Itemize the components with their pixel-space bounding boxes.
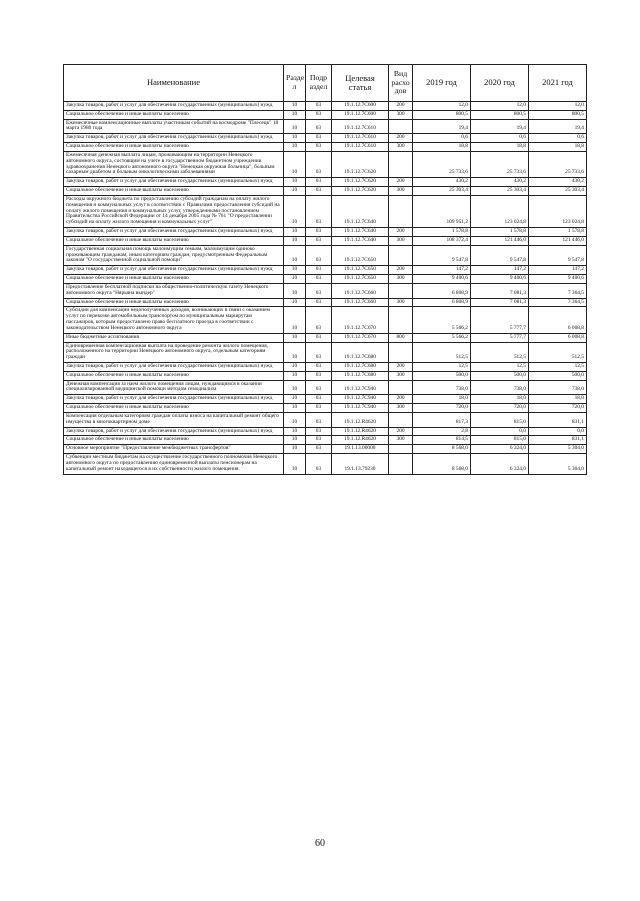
table-row [64,283,587,298]
cell-name: Социальное обеспечение и иные выплаты населению [64,298,284,307]
cell-2021: 18,0 [529,395,587,404]
cell-target-article: 19.1.13.00000 [332,445,389,454]
cell-podrazdel: 03 [306,195,332,227]
cell-razdel: 10 [284,454,306,474]
cell-target-article: 19.1.12.7С600 [332,102,389,111]
cell-razdel: 10 [284,404,306,413]
cell-razdel: 10 [284,371,306,380]
cell-2019: 720,0 [413,404,471,413]
cell-2019: 9 400,6 [413,275,471,284]
cell-podrazdel: 03 [306,454,332,474]
cell-target-article: 19.1.12.7С640 [332,195,389,227]
cell-2021: 720,0 [529,404,587,413]
cell-target-article: 19.1.12.7С680 [332,342,389,362]
table-row [64,119,587,134]
cell-2020: 12,5 [471,362,529,371]
table-row [64,187,587,196]
table-row [64,245,587,265]
cell-expense-type: 200 [389,134,413,143]
cell-2020: 7 081,3 [471,298,529,307]
cell-2020: 147,2 [471,266,529,275]
cell-2021: 7 364,5 [529,298,587,307]
cell-2019: 8 568,0 [413,454,471,474]
cell-name: Закупка товаров, работ и услуг для обеспечения государственных (муниципальных) нужд [64,362,284,371]
cell-2019: 814,5 [413,436,471,445]
cell-target-article: 19.1.13.79230 [332,454,389,474]
cell-2020: 18,8 [471,143,529,152]
cell-podrazdel: 03 [306,187,332,196]
cell-expense-type [389,283,413,298]
cell-2020: 9 547,8 [471,245,529,265]
cell-2019: 5 566,2 [413,333,471,342]
table-row [64,110,587,119]
cell-name: Закупка товаров, работ и услуг для обеспечения государственных (муниципальных) нужд [64,228,284,237]
table-row [64,362,587,371]
cell-name: Социальное обеспечение и иные выплаты населению [64,110,284,119]
cell-target-article: 19.1.12.7С940 [332,380,389,395]
cell-target-article: 19.1.12.7С670 [332,333,389,342]
cell-target-article: 19.1.12.7С640 [332,236,389,245]
cell-2019: 2,8 [413,427,471,436]
cell-razdel: 10 [284,236,306,245]
cell-expense-type: 300 [389,143,413,152]
cell-podrazdel: 03 [306,436,332,445]
cell-expense-type [389,245,413,265]
cell-name: Социальное обеспечение и иные выплаты населению [64,143,284,152]
cell-podrazdel: 03 [306,134,332,143]
cell-target-article: 19.1.12.7С610 [332,119,389,134]
cell-2021: 6 008,8 [529,333,587,342]
table-row [64,395,587,404]
cell-expense-type: 300 [389,110,413,119]
cell-podrazdel: 03 [306,371,332,380]
cell-razdel: 10 [284,178,306,187]
cell-expense-type [389,151,413,177]
cell-target-article: 19.1.12.R4620 [332,436,389,445]
cell-razdel: 10 [284,307,306,333]
cell-2021: 12,5 [529,362,587,371]
cell-2020: 0,6 [471,134,529,143]
table-row [64,404,587,413]
cell-2021: 9 547,8 [529,245,587,265]
table-row [64,371,587,380]
cell-2021: 25 733,6 [529,151,587,177]
cell-2020: 512,5 [471,342,529,362]
cell-podrazdel: 03 [306,151,332,177]
cell-podrazdel: 03 [306,412,332,427]
budget-table [63,64,587,475]
cell-2019: 147,2 [413,266,471,275]
cell-podrazdel: 03 [306,427,332,436]
cell-2021: 831,1 [529,412,587,427]
cell-razdel: 10 [284,342,306,362]
cell-2019: 109 951,2 [413,195,471,227]
cell-target-article: 19.1.12.7С610 [332,143,389,152]
cell-name: Социальное обеспечение и иные выплаты населению [64,187,284,196]
cell-2020: 121 446,0 [471,236,529,245]
table-row [64,178,587,187]
cell-2020: 500,0 [471,371,529,380]
cell-podrazdel: 03 [306,178,332,187]
cell-2019: 817,3 [413,412,471,427]
cell-2020: 815,0 [471,412,529,427]
cell-expense-type: 300 [389,436,413,445]
cell-expense-type [389,307,413,333]
cell-target-article: 19.1.12.7С650 [332,275,389,284]
table-row [64,266,587,275]
cell-name: Субсидии для компенсации недополученных доходов, возникающих в связи с оказанием услуг по перевозке автомобильным транспортом по муниципальным маршрутам пассажиров, которым предоставлено право бесплатного проезда в соответствии с законодательством Ненецкого автономного округа [64,307,284,333]
cell-name: Закупка товаров, работ и услуг для обеспечения государственных (муниципальных) нужд [64,178,284,187]
cell-2019: 25 733,6 [413,151,471,177]
cell-2021: 6 008,8 [529,307,587,333]
cell-2021: 18,8 [529,143,587,152]
cell-razdel: 10 [284,119,306,134]
cell-razdel: 10 [284,245,306,265]
cell-target-article: 19.1.12.7С680 [332,371,389,380]
cell-podrazdel: 03 [306,333,332,342]
cell-name: Единовременная компенсационная выплата на проведение ремонта жилого помещения, расположенного на территории Ненецкого автономного округа, отдельным категориям граждан [64,342,284,362]
cell-name: Закупка товаров, работ и услуг для обеспечения государственных (муниципальных) нужд [64,134,284,143]
cell-2019: 19,4 [413,119,471,134]
cell-name: Закупка товаров, работ и услуг для обеспечения государственных (муниципальных) нужд [64,102,284,111]
cell-2019: 12,5 [413,362,471,371]
table-row [64,298,587,307]
cell-expense-type [389,454,413,474]
cell-podrazdel: 03 [306,110,332,119]
cell-name: Основное мероприятие "Предоставление межбюджетных трансфертов" [64,445,284,454]
cell-2019: 6 808,9 [413,283,471,298]
cell-target-article: 19.1.12.R4620 [332,427,389,436]
cell-2021: 123 024,8 [529,195,587,227]
cell-2020: 815,0 [471,436,529,445]
cell-2019: 8 568,0 [413,445,471,454]
cell-razdel: 10 [284,110,306,119]
cell-name: Ежемесячная денежная выплата лицам, проживающим на территории Ненецкого автономного округа, состоящим на учете в государственном бюджетном учреждении здравоохранения Ненецкого автономного округа "Ненецкая окружная больница", больным сахарным диабетом и больным онкологическими заболеваниями [64,151,284,177]
cell-expense-type [389,412,413,427]
cell-razdel: 10 [284,333,306,342]
cell-razdel: 10 [284,445,306,454]
cell-2019: 25 303,4 [413,187,471,196]
cell-podrazdel: 03 [306,362,332,371]
cell-name: Социальное обеспечение и иные выплаты населению [64,371,284,380]
cell-target-article: 19.1.12.R4620 [332,412,389,427]
cell-2021: 7 364,5 [529,283,587,298]
table-row [64,228,587,237]
cell-razdel: 10 [284,298,306,307]
cell-razdel: 10 [284,195,306,227]
cell-name: Ежемесячные компенсационные выплаты участникам событий на космодроме "Плесецк" 18 марта 1980 года [64,119,284,134]
cell-2021: 5 304,0 [529,454,587,474]
table-row [64,151,587,177]
cell-2020: 6 324,0 [471,454,529,474]
cell-expense-type [389,119,413,134]
cell-expense-type: 300 [389,371,413,380]
cell-2020: 5 777,7 [471,333,529,342]
header-target-article: Целевая статья [332,65,389,102]
header-expense-type: Вид расхо дов [389,65,413,102]
cell-name: Социальное обеспечение и иные выплаты населению [64,275,284,284]
header-name: Наименование [64,65,284,102]
cell-razdel: 10 [284,187,306,196]
cell-podrazdel: 03 [306,275,332,284]
cell-2020: 123 024,8 [471,195,529,227]
table-row [64,445,587,454]
cell-2019: 1 578,8 [413,228,471,237]
cell-target-article: 19.1.12.7С660 [332,283,389,298]
cell-2021: 12,0 [529,102,587,111]
table-row [64,236,587,245]
table-row [64,342,587,362]
cell-expense-type: 300 [389,404,413,413]
cell-razdel: 10 [284,427,306,436]
table-row [64,143,587,152]
budget-table-sheet [63,64,586,475]
cell-2019: 800,5 [413,110,471,119]
cell-target-article: 19.1.12.7С670 [332,307,389,333]
cell-target-article: 19.1.12.7С680 [332,362,389,371]
cell-expense-type: 200 [389,228,413,237]
cell-expense-type [389,380,413,395]
cell-razdel: 10 [284,134,306,143]
cell-expense-type: 200 [389,427,413,436]
cell-razdel: 10 [284,143,306,152]
cell-2019: 9 547,8 [413,245,471,265]
cell-2021: 831,1 [529,436,587,445]
cell-target-article: 19.1.12.7С600 [332,110,389,119]
cell-razdel: 10 [284,412,306,427]
cell-podrazdel: 03 [306,143,332,152]
cell-2019: 430,2 [413,178,471,187]
cell-name: Закупка товаров, работ и услуг для обеспечения государственных (муниципальных) нужд [64,266,284,275]
cell-2020: 738,0 [471,380,529,395]
table-row [64,307,587,333]
table-row [64,412,587,427]
cell-expense-type: 200 [389,178,413,187]
cell-2021: 500,0 [529,371,587,380]
cell-name: Закупка товаров, работ и услуг для обеспечения государственных (муниципальных) нужд [64,395,284,404]
table-header-row [64,65,587,102]
cell-2021: 147,2 [529,266,587,275]
cell-podrazdel: 03 [306,404,332,413]
cell-razdel: 10 [284,228,306,237]
cell-expense-type: 300 [389,298,413,307]
cell-2019: 6 808,9 [413,298,471,307]
table-row [64,102,587,111]
cell-razdel: 10 [284,283,306,298]
header-podrazdel: Подр аздел [306,65,332,102]
cell-target-article: 19.1.12.7С940 [332,395,389,404]
cell-podrazdel: 03 [306,102,332,111]
cell-2020: 12,0 [471,102,529,111]
cell-2020: 720,0 [471,404,529,413]
cell-expense-type [389,195,413,227]
cell-razdel: 10 [284,395,306,404]
cell-2019: 108 372,4 [413,236,471,245]
table-row [64,275,587,284]
cell-2021: 738,0 [529,380,587,395]
table-row [64,333,587,342]
cell-razdel: 10 [284,151,306,177]
cell-2020: 6 324,0 [471,445,529,454]
cell-2020: 18,0 [471,395,529,404]
cell-2019: 18,0 [413,395,471,404]
cell-expense-type: 300 [389,236,413,245]
cell-target-article: 19.1.12.7С620 [332,178,389,187]
cell-2021: 0,0 [529,427,587,436]
cell-expense-type: 200 [389,362,413,371]
cell-2020: 25 303,4 [471,187,529,196]
cell-razdel: 10 [284,436,306,445]
cell-name: Социальное обеспечение и иные выплаты населению [64,436,284,445]
cell-expense-type: 300 [389,275,413,284]
cell-2020: 19,4 [471,119,529,134]
cell-podrazdel: 03 [306,245,332,265]
cell-2021: 800,5 [529,110,587,119]
cell-name: Компенсация отдельным категориям граждан оплаты взноса на капитальный ремонт общего имущества в многоквартирном доме [64,412,284,427]
cell-target-article: 19.1.12.7С620 [332,151,389,177]
cell-target-article: 19.1.12.7С620 [332,187,389,196]
cell-2021: 430,2 [529,178,587,187]
cell-2021: 5 304,0 [529,445,587,454]
cell-2021: 25 303,4 [529,187,587,196]
header-2020: 2020 год [471,65,529,102]
cell-target-article: 19.1.12.7С650 [332,245,389,265]
cell-2020: 430,2 [471,178,529,187]
cell-2021: 0,6 [529,134,587,143]
cell-target-article: 19.1.12.7С660 [332,298,389,307]
table-row [64,134,587,143]
cell-target-article: 19.1.12.7С940 [332,404,389,413]
table-row [64,454,587,474]
cell-podrazdel: 03 [306,342,332,362]
cell-2019: 512,5 [413,342,471,362]
cell-podrazdel: 03 [306,236,332,245]
cell-2020: 5 777,7 [471,307,529,333]
header-2019: 2019 год [413,65,471,102]
cell-podrazdel: 03 [306,228,332,237]
cell-expense-type [389,342,413,362]
cell-2021: 512,5 [529,342,587,362]
cell-2021: 9 400,6 [529,275,587,284]
cell-expense-type: 300 [389,187,413,196]
cell-expense-type: 800 [389,333,413,342]
cell-expense-type [389,445,413,454]
cell-target-article: 19.1.12.7С610 [332,134,389,143]
cell-2020: 800,5 [471,110,529,119]
header-razdel: Разде л [284,65,306,102]
cell-podrazdel: 03 [306,380,332,395]
cell-2020: 1 578,8 [471,228,529,237]
cell-podrazdel: 03 [306,119,332,134]
table-row [64,427,587,436]
cell-razdel: 10 [284,275,306,284]
cell-2019: 0,6 [413,134,471,143]
page-number: 60 [315,838,325,849]
cell-razdel: 10 [284,380,306,395]
cell-expense-type: 200 [389,102,413,111]
cell-name: Социальное обеспечение и иные выплаты населению [64,404,284,413]
cell-2019: 500,0 [413,371,471,380]
cell-name: Государственная социальная помощь малоимущим семьям, малоимущим одиноко проживающим гражданам, иным категориям граждан, предусмотренным Федеральным законом "О государственной социальной помощи" [64,245,284,265]
cell-2021: 1 578,8 [529,228,587,237]
cell-name: Иные бюджетные ассигнования [64,333,284,342]
cell-2020: 9 400,6 [471,275,529,284]
cell-target-article: 19.1.12.7С640 [332,228,389,237]
header-2021: 2021 год [529,65,587,102]
cell-razdel: 10 [284,266,306,275]
cell-2019: 738,0 [413,380,471,395]
cell-expense-type: 200 [389,266,413,275]
cell-expense-type: 200 [389,395,413,404]
cell-razdel: 10 [284,362,306,371]
cell-2020: 0,0 [471,427,529,436]
cell-name: Расходы окружного бюджета по предоставлению субсидий гражданам на оплату жилого помещения и коммунальных услуг в соответствии с Правилами предоставления субсидий на оплату жилого помещения и коммунальных услуг, утвержденными постановлением Правительства Российской Федерации от 14 декабря 2005 года № 761 "О предоставлении субсидий на оплату жилого помещения и коммунальных услуг" [64,195,284,227]
cell-2020: 25 733,6 [471,151,529,177]
cell-2021: 19,4 [529,119,587,134]
table-row [64,436,587,445]
cell-name: Денежная компенсация за наем жилого помещения лицам, нуждающимся в оказании специализированной медицинской помощи методом гемодиализа [64,380,284,395]
cell-2019: 12,0 [413,102,471,111]
cell-name: Предоставление бесплатной подписки на общественно-политическую газету Ненецкого автономного округа "Нярьяна вындер" [64,283,284,298]
cell-podrazdel: 03 [306,395,332,404]
cell-2020: 7 081,3 [471,283,529,298]
table-row [64,195,587,227]
cell-2021: 121 446,0 [529,236,587,245]
cell-name: Субвенции местным бюджетам на осуществление государственного полномочия Ненецкого автономного округа по предоставлению единовременной выплаты пенсионерам на капитальный ремонт находящегося в их собственности жилого помещения [64,454,284,474]
cell-podrazdel: 03 [306,266,332,275]
cell-2019: 5 566,2 [413,307,471,333]
cell-podrazdel: 03 [306,298,332,307]
cell-target-article: 19.1.12.7С650 [332,266,389,275]
cell-podrazdel: 03 [306,283,332,298]
cell-name: Закупка товаров, работ и услуг для обеспечения государственных (муниципальных) нужд [64,427,284,436]
cell-razdel: 10 [284,102,306,111]
cell-podrazdel: 03 [306,445,332,454]
table-row [64,380,587,395]
cell-name: Социальное обеспечение и иные выплаты населению [64,236,284,245]
cell-2019: 18,8 [413,143,471,152]
cell-podrazdel: 03 [306,307,332,333]
